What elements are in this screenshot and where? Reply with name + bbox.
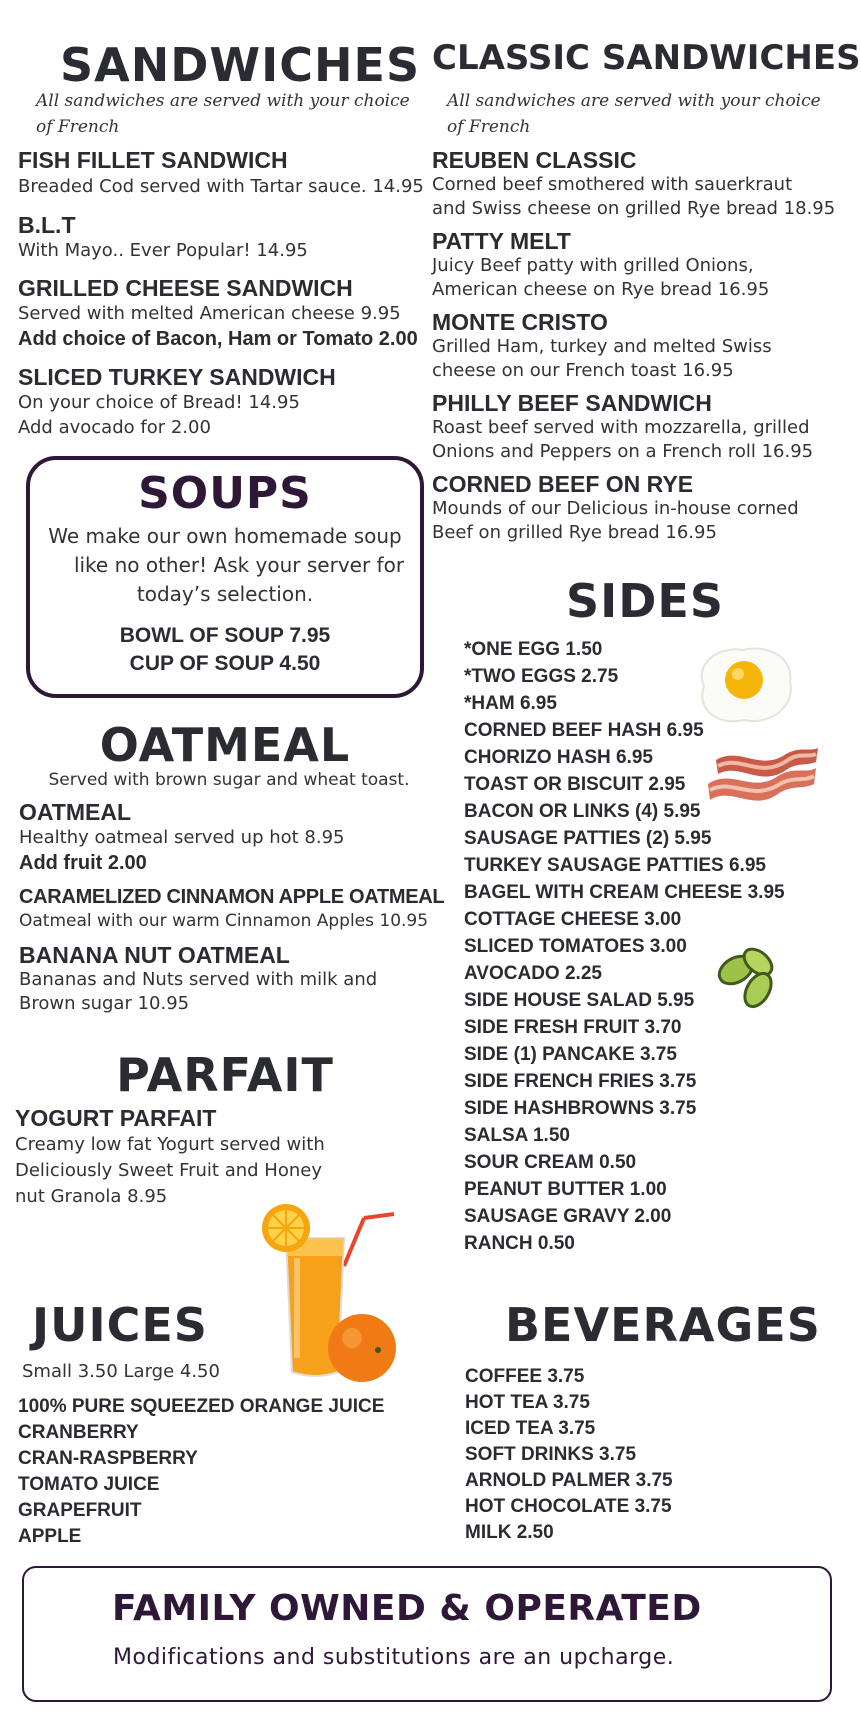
side-item: RANCH 0.50 [464, 1233, 575, 1254]
soup-cup-price: CUP OF SOUP 4.50 [129, 652, 321, 675]
beverage-item: COFFEE 3.75 [465, 1366, 585, 1387]
menu-item-desc: Grilled Ham, turkey and melted Swiss [432, 336, 772, 357]
juice-item: CRANBERRY [18, 1422, 139, 1443]
menu-item-title: PHILLY BEEF SANDWICH [432, 390, 712, 416]
menu-item-title: MONTE CRISTO [432, 309, 608, 335]
menu-item-title: REUBEN CLASSIC [432, 147, 637, 173]
sandwiches-note-line2: of French [36, 117, 120, 137]
footer-title: FAMILY OWNED & OPERATED [112, 1588, 702, 1629]
beverage-item: MILK 2.50 [465, 1522, 554, 1543]
menu-item-desc: Oatmeal with our warm Cinnamon Apples 10.95 [19, 911, 429, 931]
menu-item-desc: American cheese on Rye bread 16.95 [432, 279, 770, 300]
menu-item-desc: Bananas and Nuts served with milk and [19, 969, 378, 990]
juice-item: TOMATO JUICE [18, 1474, 160, 1495]
menu-item-title: B.L.T [18, 212, 76, 238]
juices-sizes: Small 3.50 Large 4.50 [22, 1361, 220, 1382]
menu-item-desc: Mounds of our Delicious in-house corned [432, 498, 799, 519]
parfait-heading: PARFAIT [116, 1048, 334, 1102]
footer-box [22, 1566, 832, 1702]
fried-egg-icon [690, 642, 800, 728]
sandwiches-note-line1: All sandwiches are served with your choice [36, 91, 410, 111]
menu-item-desc: On your choice of Bread! 14.95 [18, 392, 300, 413]
side-item: SIDE FRENCH FRIES 3.75 [464, 1071, 697, 1092]
menu-item-desc: Corned beef smothered with sauerkraut [432, 174, 793, 195]
menu-item-desc: With Mayo.. Ever Popular! 14.95 [18, 240, 308, 261]
menu-item-desc: nut Granola 8.95 [15, 1186, 168, 1207]
menu-item-desc: Served with melted American cheese 9.95 [18, 303, 401, 324]
menu-item-desc: Roast beef served with mozzarella, grilled [432, 417, 810, 438]
soups-desc-line3: today’s selection. [136, 582, 314, 606]
menu-item-title: CARAMELIZED CINNAMON APPLE OATMEAL [19, 886, 445, 908]
classic-note-line1: All sandwiches are served with your choice [447, 91, 821, 111]
menu-item-desc: Beef on grilled Rye bread 16.95 [432, 522, 717, 543]
menu-item-title: OATMEAL [19, 799, 132, 825]
juice-item: CRAN-RASPBERRY [18, 1448, 198, 1469]
menu-item-desc: Deliciously Sweet Fruit and Honey [15, 1160, 322, 1181]
beverage-item: HOT CHOCOLATE 3.75 [465, 1496, 672, 1517]
side-item: SIDE FRESH FRUIT 3.70 [464, 1017, 682, 1038]
menu-item-desc: cheese on our French toast 16.95 [432, 360, 734, 381]
menu-item-title: PATTY MELT [432, 228, 571, 254]
beverages-list [465, 1364, 673, 1546]
menu-item-title: SLICED TURKEY SANDWICH [18, 364, 336, 390]
side-item: BAGEL WITH CREAM CHEESE 3.95 [464, 882, 785, 903]
oatmeal-subtitle: Served with brown sugar and wheat toast. [48, 770, 410, 790]
menu-item-desc: and Swiss cheese on grilled Rye bread 18.95 [432, 198, 836, 219]
side-item: BACON OR LINKS (4) 5.95 [464, 801, 701, 822]
sides-heading: SIDES [566, 574, 724, 628]
side-item: SAUSAGE GRAVY 2.00 [464, 1206, 672, 1227]
menu-item-desc: Juicy Beef patty with grilled Onions, [432, 255, 754, 276]
side-item: SLICED TOMATOES 3.00 [464, 936, 687, 957]
beverage-item: HOT TEA 3.75 [465, 1392, 590, 1413]
menu-item-title: CORNED BEEF ON RYE [432, 471, 694, 497]
menu-item-desc: Brown sugar 10.95 [19, 993, 190, 1014]
avocado-icon [712, 940, 786, 1014]
menu-item-title: YOGURT PARFAIT [15, 1105, 217, 1131]
side-item: CHORIZO HASH 6.95 [464, 747, 653, 768]
menu-item-desc: Add avocado for 2.00 [18, 417, 211, 438]
menu-item-extra: Add choice of Bacon, Ham or Tomato 2.00 [18, 328, 418, 350]
classic-note-line2: of French [447, 117, 531, 137]
soups-desc-line1: We make our own homemade soup [48, 524, 402, 548]
side-item: COTTAGE CHEESE 3.00 [464, 909, 682, 930]
side-item: AVOCADO 2.25 [464, 963, 602, 984]
oatmeal-heading: OATMEAL [99, 718, 351, 772]
menu-item-desc: Creamy low fat Yogurt served with [15, 1134, 325, 1155]
side-item: SOUR CREAM 0.50 [464, 1152, 637, 1173]
menu-item-desc: Healthy oatmeal served up hot 8.95 [19, 827, 345, 848]
juice-item: APPLE [18, 1526, 82, 1547]
side-item: *ONE EGG 1.50 [464, 639, 603, 660]
menu-item-title: BANANA NUT OATMEAL [19, 942, 290, 968]
beverages-heading: BEVERAGES [505, 1298, 821, 1352]
side-item: CORNED BEEF HASH 6.95 [464, 720, 704, 741]
menu-item-extra: Add fruit 2.00 [19, 852, 147, 874]
soups-heading: SOUPS [138, 468, 312, 519]
orange-juice-icon [252, 1198, 402, 1384]
side-item: SIDE (1) PANCAKE 3.75 [464, 1044, 677, 1065]
beverage-item: SOFT DRINKS 3.75 [465, 1444, 637, 1465]
menu-item-desc: Onions and Peppers on a French roll 16.95 [432, 441, 814, 462]
beverage-item: ICED TEA 3.75 [465, 1418, 596, 1439]
sandwiches-heading: SANDWICHES [60, 38, 421, 92]
menu-item-title: FISH FILLET SANDWICH [18, 147, 288, 173]
side-item: TOAST OR BISCUIT 2.95 [464, 774, 686, 795]
classic-sandwiches-heading: CLASSIC SANDWICHES [432, 38, 861, 78]
side-item: SIDE HASHBROWNS 3.75 [464, 1098, 697, 1119]
side-item: SALSA 1.50 [464, 1125, 570, 1146]
bacon-icon [702, 738, 820, 824]
side-item: *TWO EGGS 2.75 [464, 666, 619, 687]
side-item: *HAM 6.95 [464, 693, 557, 714]
soups-desc-line2: like no other! Ask your server for [73, 553, 405, 577]
side-item: TURKEY SAUSAGE PATTIES 6.95 [464, 855, 766, 876]
juices-heading: JUICES [32, 1298, 208, 1352]
side-item: SIDE HOUSE SALAD 5.95 [464, 990, 695, 1011]
side-item: SAUSAGE PATTIES (2) 5.95 [464, 828, 712, 849]
menu-item-title: GRILLED CHEESE SANDWICH [18, 275, 353, 301]
beverage-item: ARNOLD PALMER 3.75 [465, 1470, 673, 1491]
juice-item: 100% PURE SQUEEZED ORANGE JUICE [18, 1396, 385, 1417]
footer-subtitle: Modifications and substitutions are an upcharge. [113, 1645, 675, 1670]
menu-item-desc: Breaded Cod served with Tartar sauce. 14.95 [18, 176, 424, 197]
side-item: PEANUT BUTTER 1.00 [464, 1179, 667, 1200]
juice-item: GRAPEFRUIT [18, 1500, 142, 1521]
soup-bowl-price: BOWL OF SOUP 7.95 [119, 624, 331, 647]
